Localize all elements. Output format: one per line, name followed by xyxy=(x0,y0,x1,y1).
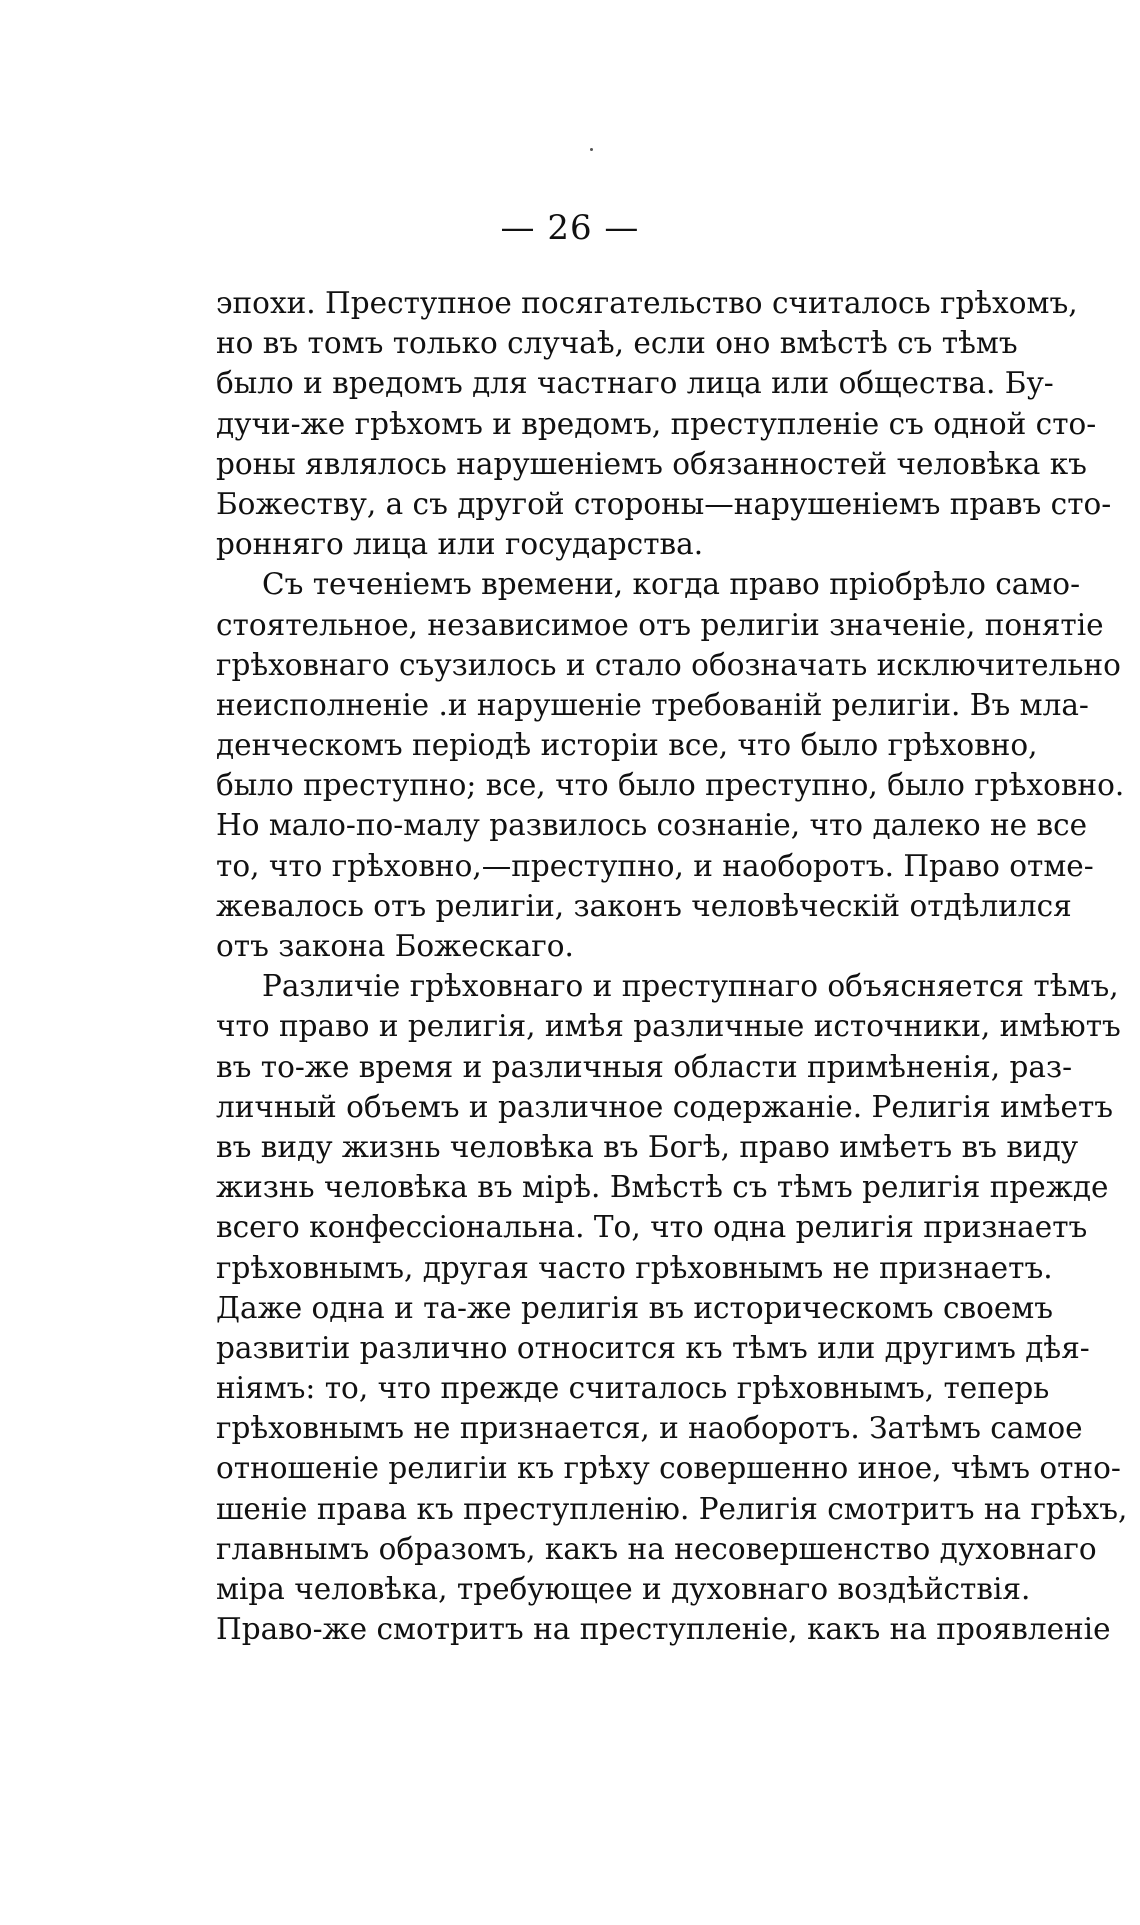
text-line: неисполненіе .и нарушеніе требованій религіи. Въ мла- xyxy=(216,687,1089,722)
text-line: Съ теченіемъ времени, когда право пріобрѣло само- xyxy=(262,567,1081,602)
ink-speck xyxy=(590,148,593,151)
text-line: жевалось отъ религіи, законъ человѣческій отдѣлился xyxy=(216,888,1072,923)
text-line: главнымъ образомъ, какъ на несовершенство духовнаго xyxy=(216,1531,1097,1566)
body-text xyxy=(216,283,1128,1649)
text-line: Божеству, а съ другой стороны—нарушеніемъ правъ сто- xyxy=(216,486,1112,521)
text-line: отъ закона Божескаго. xyxy=(216,929,574,963)
text-line: жизнь человѣка въ мірѣ. Вмѣстѣ съ тѣмъ религія прежде xyxy=(216,1170,1109,1205)
text-line: міра человѣка, требующее и духовнаго воздѣйствія. xyxy=(216,1572,1031,1606)
text-line: эпохи. Преступное посягательство считалось грѣхомъ, xyxy=(216,286,1078,320)
text-line: грѣховнымъ, другая часто грѣховнымъ не признаетъ. xyxy=(216,1250,1053,1285)
text-line: то, что грѣховно,—преступно, и наоборотъ. Право отме- xyxy=(216,848,1094,883)
text-line: Право-же смотритъ на преступленіе, какъ на проявленіе xyxy=(216,1612,1111,1647)
paragraph-1 xyxy=(216,283,1112,564)
page-number: — 26 — xyxy=(500,208,640,248)
text-line: ронняго лица или государства. xyxy=(216,527,704,562)
text-line: ніямъ: то, что прежде считалось грѣховнымъ, теперь xyxy=(216,1371,1050,1406)
text-line: грѣховнаго съузилось и стало обозначать исключительно xyxy=(216,647,1121,682)
paragraph-3 xyxy=(216,966,1128,1649)
text-line: Но мало-по-малу развилось сознаніе, что далеко не все xyxy=(216,808,1088,843)
text-line: было и вредомъ для частнаго лица или общества. Бу- xyxy=(216,366,1054,401)
text-line: Различіе грѣховнаго и преступнаго объясняется тѣмъ, xyxy=(262,969,1119,1004)
text-line: дучи-же грѣхомъ и вредомъ, преступленіе съ одной сто- xyxy=(216,406,1097,441)
text-line: было преступно; все, что было преступно, было грѣховно. xyxy=(216,768,1125,803)
text-line: личный объемъ и различное содержаніе. Религія имѣетъ xyxy=(216,1089,1114,1124)
text-line: что право и религія, имѣя различные источники, имѣютъ xyxy=(216,1009,1121,1044)
text-line: отношеніе религіи къ грѣху совершенно иное, чѣмъ отно- xyxy=(216,1451,1121,1486)
text-line: но въ томъ только случаѣ, если оно вмѣстѣ съ тѣмъ xyxy=(216,326,1018,361)
text-line: развитіи различно относится къ тѣмъ или другимъ дѣя- xyxy=(216,1330,1090,1365)
text-line: шеніе права къ преступленію. Религія смотритъ на грѣхъ, xyxy=(216,1491,1128,1526)
paragraph-2 xyxy=(216,564,1125,966)
text-line: роны являлось нарушеніемъ обязанностей человѣка къ xyxy=(216,446,1087,481)
text-line: всего конфессіональна. То, что одна религія признаетъ xyxy=(216,1210,1088,1245)
text-line: Даже одна и та-же религія въ историческомъ своемъ xyxy=(216,1290,1054,1325)
text-line: стоятельное, независимое отъ религіи значеніе, понятіе xyxy=(216,607,1104,642)
text-line: въ виду жизнь человѣка въ Богѣ, право имѣетъ въ виду xyxy=(216,1129,1079,1164)
text-line: денческомъ періодѣ исторіи все, что было грѣховно, xyxy=(216,728,1038,763)
text-line: въ то-же время и различныя области примѣненія, раз- xyxy=(216,1049,1073,1084)
text-line: грѣховнымъ не признается, и наоборотъ. Затѣмъ самое xyxy=(216,1411,1083,1446)
